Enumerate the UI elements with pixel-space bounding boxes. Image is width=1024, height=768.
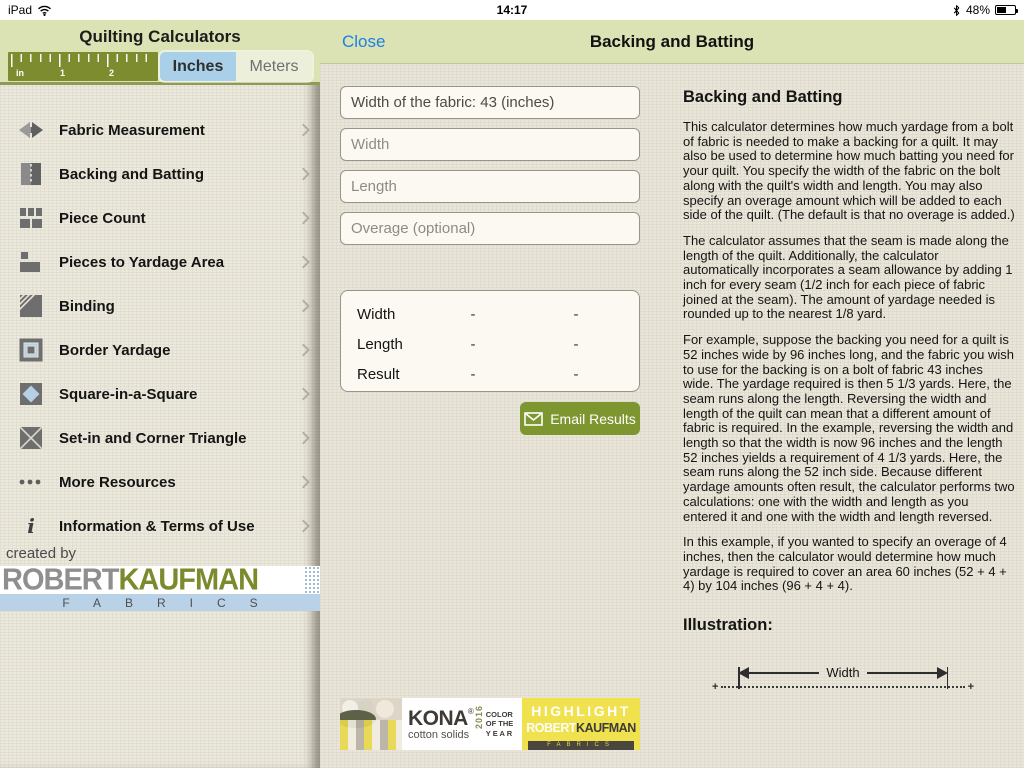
units-inches-segment[interactable]: Inches <box>160 52 236 81</box>
chevron-right-icon <box>297 476 310 489</box>
sidebar-item-square-in-a-square[interactable] <box>0 372 320 416</box>
sidebar-item-set-in-corner-triangle[interactable] <box>0 416 320 460</box>
sidebar-item-border-yardage[interactable] <box>0 328 320 372</box>
result-row-width <box>341 299 639 329</box>
main-panel <box>320 20 1024 768</box>
battery-icon <box>995 5 1016 15</box>
result-value: - <box>573 305 579 323</box>
sidebar-header <box>0 20 320 85</box>
results-panel <box>340 290 640 392</box>
information-icon: i <box>27 514 35 538</box>
kona-ad-banner[interactable] <box>340 698 640 750</box>
year-label: 2016 <box>473 704 484 729</box>
set-in-corner-triangle-icon <box>18 425 44 451</box>
banner-fabrics-label: FABRICS <box>528 741 634 750</box>
sidebar-item-label: More Resources <box>59 473 176 491</box>
chevron-right-icon <box>297 168 310 181</box>
piece-count-icon <box>18 205 44 231</box>
sidebar-item-label: Binding <box>59 297 115 315</box>
units-meters-segment[interactable]: Meters <box>236 52 312 81</box>
binding-icon <box>18 293 44 319</box>
main-content <box>320 64 1024 767</box>
battery-percent-label: 48% <box>965 3 990 17</box>
article-paragraph: For example, suppose the backing you need for a quilt is 52 inches wide by 96 inches long, and the fabric you wish to use for the backing is on a bolt of fabric 43 inches wide. The yardage required is then 5 1/3 yards. Here, the seam runs along the length. Reversing the width and length of the quilt can mean that a different amount of fabric is required. In the example, reversing the width and length so that the width is now 96 inches and the length 52 inches yields a requirement of 4 1/3 yards. Here, the seam runs along the 52 inch side. Because different yardage amounts often result, the calculator performs two calculations: one with the width and length as you entered it and one with the width and length reversed. <box>683 332 1015 524</box>
width-input[interactable] <box>340 128 640 161</box>
fabric-width-field[interactable] <box>340 86 640 119</box>
border-yardage-icon <box>18 337 44 363</box>
length-input[interactable] <box>340 170 640 203</box>
chevron-right-icon <box>297 520 310 533</box>
result-row-result <box>341 359 639 389</box>
article-paragraph: In this example, if you wanted to specify an overage of 4 inches, then the calculator would determine how much yardage is required to cover an area 60 inches (52 + 4 + 4) by 104 inches (96 + 4 + 4). <box>683 534 1007 594</box>
overage-input[interactable] <box>340 212 640 245</box>
sidebar-item-label: Information & Terms of Use <box>59 517 255 535</box>
sidebar-item-label: Set-in and Corner Triangle <box>59 429 247 447</box>
chevron-right-icon <box>297 124 310 137</box>
sidebar-item-pieces-to-yardage[interactable] <box>0 240 320 284</box>
units-segmented-control <box>160 52 312 81</box>
more-resources-icon <box>18 469 44 495</box>
logo-halftone-decoration <box>304 566 320 594</box>
email-results-label: Email Results <box>550 410 636 427</box>
carrier-label: iPad <box>8 3 33 17</box>
email-results-button[interactable] <box>520 402 640 435</box>
sidebar-menu <box>0 108 320 548</box>
color-of-the-year-label: COLOR OF THE Y E A R <box>485 709 514 738</box>
banner-brand-label: ROBERTKAUFMAN <box>526 721 636 735</box>
result-value: - <box>470 365 476 383</box>
created-by-label: created by <box>6 545 77 562</box>
description-article <box>683 88 1015 725</box>
kona-text-block <box>402 698 522 750</box>
logo-fabrics-band: FABRICS <box>0 594 320 611</box>
pieces-to-yardage-icon <box>18 249 44 275</box>
app-title: Quilting Calculators <box>79 27 241 46</box>
diagram-width-label: Width <box>826 665 860 681</box>
sidebar-item-label: Pieces to Yardage Area <box>59 253 225 271</box>
sidebar-item-information-terms[interactable] <box>0 504 320 548</box>
kona-wordmark: KONA <box>408 706 468 730</box>
result-value: - <box>470 335 476 353</box>
chevron-right-icon <box>297 256 310 269</box>
highlight-block <box>522 698 640 750</box>
square-in-a-square-icon <box>18 381 44 407</box>
backing-and-batting-icon <box>18 161 44 187</box>
registered-mark: ® <box>467 706 474 716</box>
sidebar-item-fabric-measurement[interactable] <box>0 108 320 152</box>
ruler-label-2: 2 <box>109 68 115 78</box>
main-nav-bar <box>320 20 1024 64</box>
page-title: Backing and Batting <box>589 31 755 51</box>
arrow-left-icon <box>738 667 749 679</box>
calculator-form <box>340 86 640 254</box>
highlight-label: HIGHLIGHT <box>531 703 631 719</box>
sidebar-item-more-resources[interactable] <box>0 460 320 504</box>
envelope-icon <box>524 412 543 426</box>
ruler-label-1: 1 <box>60 68 66 78</box>
sidebar-item-label: Square-in-a-Square <box>59 385 198 403</box>
ruler-unit-label: in <box>16 68 24 78</box>
result-value: - <box>470 305 476 323</box>
sidebar-item-label: Fabric Measurement <box>59 121 205 139</box>
illustration-label: Illustration: <box>683 616 773 635</box>
logo-kaufman-text: KAUFMAN <box>118 566 259 594</box>
logo-robert-text: ROBERT <box>2 566 119 594</box>
chevron-right-icon <box>297 344 310 357</box>
robert-kaufman-logo <box>0 566 320 611</box>
sidebar-item-binding[interactable] <box>0 284 320 328</box>
sidebar <box>0 20 320 768</box>
cotton-solids-label: cotton solids <box>408 728 470 741</box>
sidebar-item-piece-count[interactable] <box>0 196 320 240</box>
sidebar-item-label: Piece Count <box>59 209 146 227</box>
result-value: - <box>573 365 579 383</box>
sidebar-item-label: Border Yardage <box>59 341 171 359</box>
result-row-label: Width <box>357 305 396 323</box>
result-row-label: Result <box>357 365 400 383</box>
ruler-graphic <box>8 52 158 81</box>
close-button[interactable]: Close <box>342 31 386 51</box>
width-diagram: Width + + <box>712 665 974 694</box>
fabric-photo <box>340 698 402 750</box>
clock: 14:17 <box>496 3 528 17</box>
result-value: - <box>573 335 579 353</box>
chevron-right-icon <box>297 432 310 445</box>
sidebar-footer <box>0 545 320 611</box>
sidebar-item-label: Backing and Batting <box>59 165 205 183</box>
result-row-length <box>341 329 639 359</box>
status-bar <box>0 0 1024 20</box>
article-paragraph: The calculator assumes that the seam is made along the length of the quilt. Additionally, the calculator automatically incorporates a seam allowance by adding 1 inch for every seam (1/2 inch for each piece of fabric joined at the seam). The amount of yardage needed is rounded up to the nearest 1/8 yard. <box>683 232 1013 322</box>
article-paragraph: This calculator determines how much yardage from a bolt of fabric is needed to make a backing for a quilt. It may also be used to determine how much batting you need for your quilt. You specify the width of the fabric on the bolt along with the quilt's width and length. You may also specify an overage amount which will be added to each side of the quilt. (The default is that no overage is added.) <box>683 119 1015 223</box>
result-row-label: Length <box>357 335 403 353</box>
sidebar-item-backing-and-batting[interactable] <box>0 152 320 196</box>
chevron-right-icon <box>297 300 310 313</box>
article-heading: Backing and Batting <box>683 88 843 106</box>
chevron-right-icon <box>297 388 310 401</box>
chevron-right-icon <box>297 212 310 225</box>
fabric-measurement-icon <box>18 117 44 143</box>
